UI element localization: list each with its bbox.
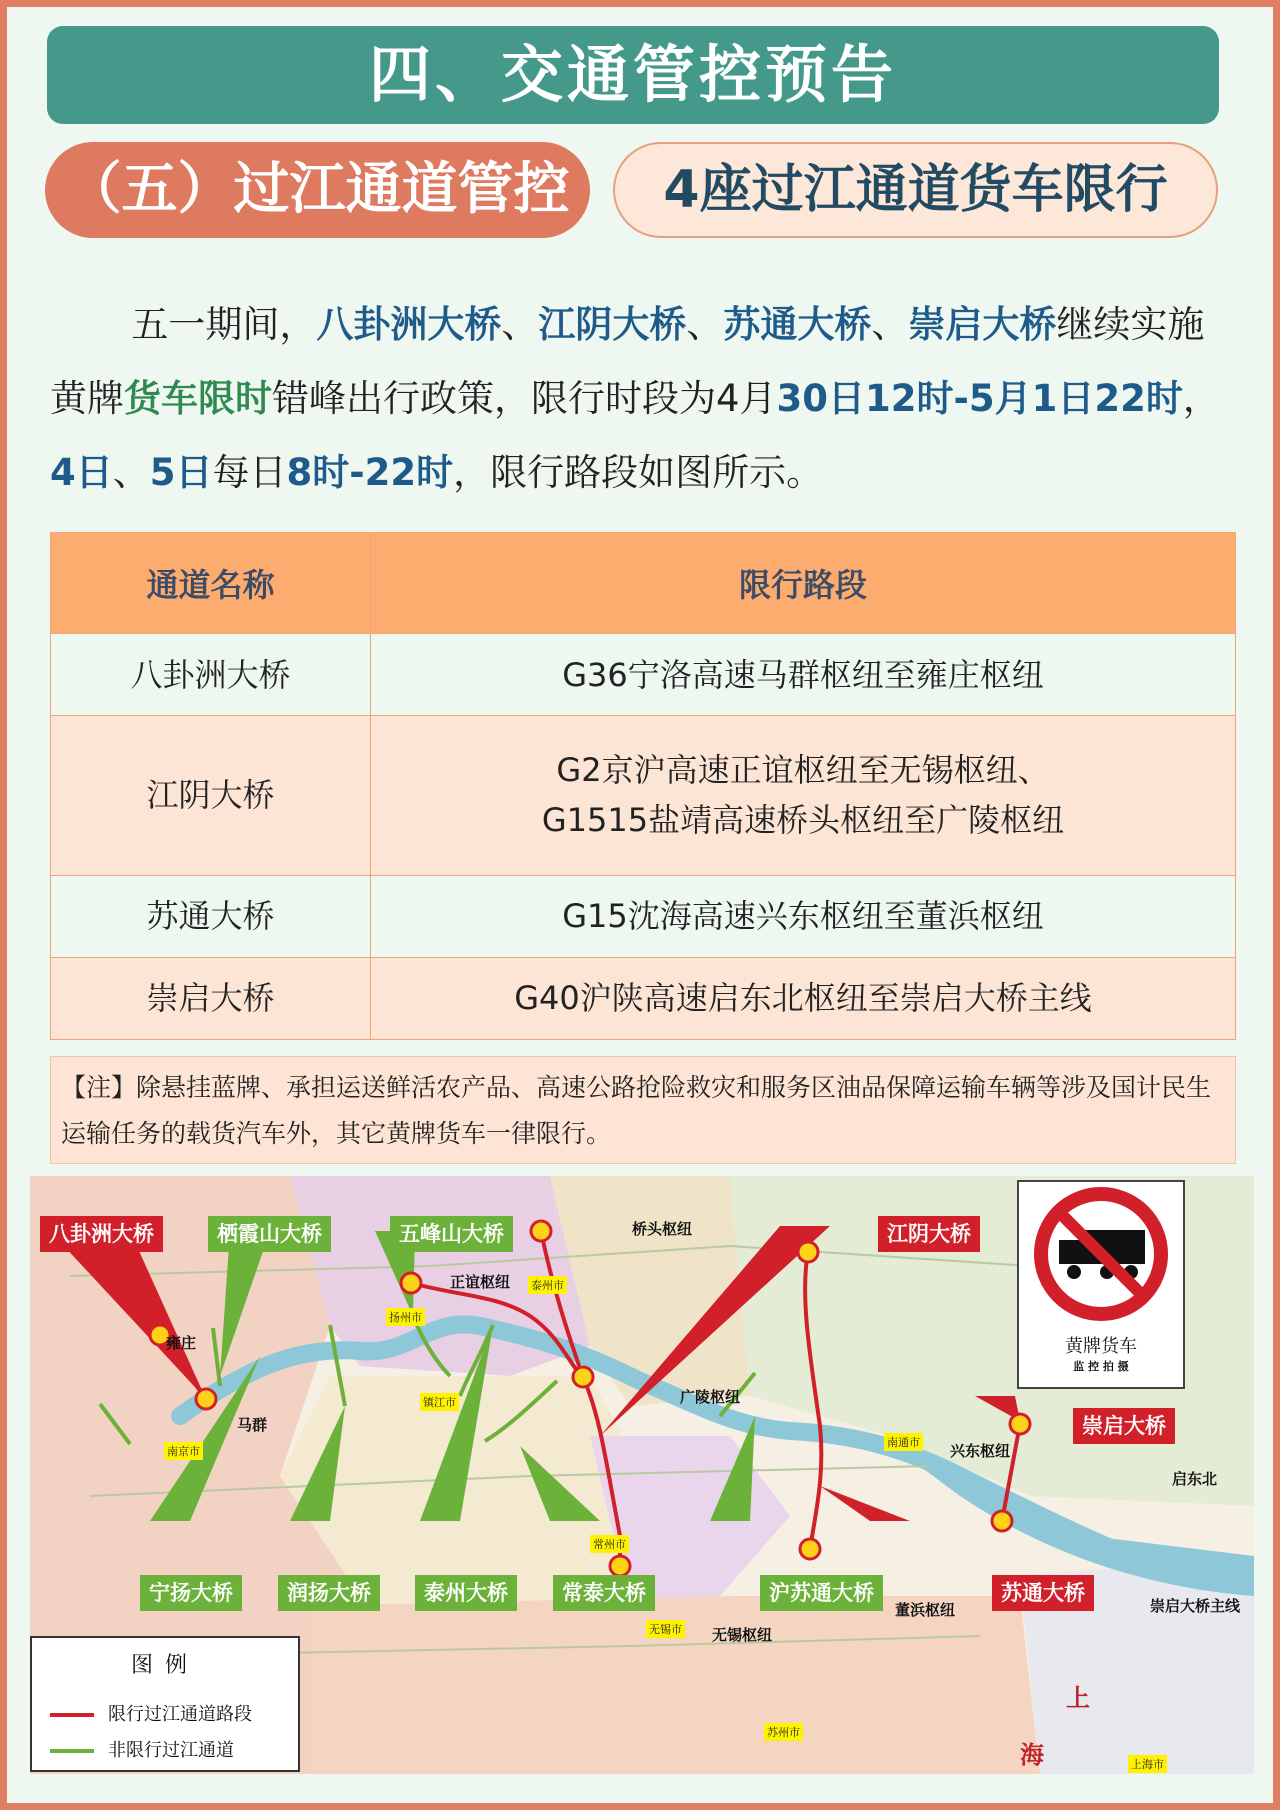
sea-label: 上 [1066, 1684, 1090, 1712]
node-label-dongbin: 董浜枢纽 [895, 1601, 956, 1619]
intro-text: 五一期间， [131, 303, 317, 346]
route-cell [371, 957, 1236, 1039]
hub-node [610, 1556, 630, 1576]
time-highlight: 5日 [149, 451, 213, 494]
legend-label: 限行过江通道路段 [108, 1704, 252, 1725]
sign-label: 黄牌货车 [1065, 1336, 1137, 1357]
sign-sublabel: 监 控 拍 摄 [1073, 1360, 1129, 1373]
route-line: G15沈海高速兴东枢纽至董浜枢纽 [562, 897, 1044, 936]
callout-jiangyin: 江阴大桥 [878, 1216, 980, 1252]
city-label: 常州市 [590, 1535, 629, 1553]
node-label-xingdong: 兴东枢纽 [950, 1442, 1011, 1460]
legend-item-unrestricted [50, 1736, 234, 1762]
callout-changtai: 常泰大桥 [553, 1575, 655, 1611]
route-line: G1515盐靖高速桥头枢纽至广陵枢纽 [541, 801, 1065, 840]
note-box: 【注】除悬挂蓝牌、承担运送鲜活农产品、高速公路抢险救灾和服务区油品保障运输车辆等涉及国计民生运输任务的载货汽车外，其它黄牌货车一律限行。 [50, 1056, 1236, 1164]
callout-taizhou: 泰州大桥 [415, 1575, 517, 1611]
callout-pointer [820, 1486, 910, 1521]
node-label-maqun: 马群 [237, 1416, 268, 1434]
table-row [51, 875, 1236, 957]
legend-item-restricted [50, 1700, 252, 1726]
table-row [51, 957, 1236, 1039]
node-label-qidongbei: 启东北 [1172, 1470, 1218, 1488]
bridge-name-cell: 崇启大桥 [51, 957, 371, 1039]
bridge-name: 八卦洲大桥 [316, 303, 502, 346]
intro-text: ， [1182, 377, 1220, 420]
callout-chongqi: 崇启大桥 [1073, 1408, 1175, 1444]
callout-hustong: 沪苏通大桥 [760, 1575, 883, 1611]
route-line: G36宁洛高速马群枢纽至雍庄枢纽 [562, 655, 1044, 694]
city-label: 扬州市 [386, 1308, 425, 1326]
bridge-name: 崇启大桥 [908, 303, 1057, 346]
hub-node [531, 1221, 551, 1241]
restriction-table [50, 532, 1236, 1040]
column-header: 限行路段 [371, 533, 1236, 634]
section-subtitle: 4座过江通道货车限行 [613, 142, 1218, 238]
intro-text: 、 [112, 451, 150, 494]
city-label: 苏州市 [764, 1723, 803, 1741]
bridge-name-cell: 江阴大桥 [51, 716, 371, 876]
city-label: 上海市 [1128, 1755, 1167, 1773]
separator: 、 [871, 303, 909, 346]
column-header: 通道名称 [51, 533, 371, 634]
bridge-name: 苏通大桥 [723, 303, 872, 346]
node-label-qiaotou: 桥头枢纽 [632, 1220, 693, 1238]
callout-wufengshan: 五峰山大桥 [390, 1216, 513, 1252]
table-header-row [51, 533, 1236, 634]
callout-sutong: 苏通大桥 [992, 1575, 1094, 1611]
legend-label: 非限行过江通道 [108, 1740, 234, 1761]
intro-text: ，限行路段如图所示。 [453, 451, 824, 494]
city-label: 无锡市 [646, 1620, 685, 1638]
intro-paragraph [50, 288, 1230, 510]
callout-qixiashan: 栖霞山大桥 [208, 1216, 331, 1252]
intro-text: 每日 [212, 451, 287, 494]
hub-node [401, 1273, 421, 1293]
city-label: 镇江市 [420, 1393, 459, 1411]
bridge-name-cell: 苏通大桥 [51, 875, 371, 957]
city-label: 南京市 [164, 1442, 203, 1460]
separator: 、 [501, 303, 539, 346]
intro-text: 错峰出行政策，限行时段为4月 [272, 377, 777, 420]
no-trucks-icon [1019, 1182, 1183, 1322]
node-label-zhengyi: 正谊枢纽 [450, 1273, 511, 1291]
route-cell [371, 634, 1236, 716]
legend-title: 图例 [130, 1653, 199, 1678]
no-trucks-sign [1017, 1180, 1185, 1389]
node-label-guangling: 广陵枢纽 [680, 1388, 741, 1406]
table-row [51, 634, 1236, 716]
map-legend [30, 1636, 300, 1772]
section-title: （五）过江通道管控 [45, 142, 590, 238]
time-highlight: 30日12时-5月1日22时 [776, 377, 1183, 420]
table-row [51, 716, 1236, 876]
intro-text: 继续实施黄牌 [50, 303, 1205, 420]
city-label: 南通市 [884, 1433, 923, 1451]
route-cell [371, 716, 1236, 876]
bridge-name: 江阴大桥 [538, 303, 687, 346]
route-line: G2京沪高速正谊枢纽至无锡枢纽、 [556, 751, 1050, 790]
hub-node [798, 1242, 818, 1262]
sea-label: 海 [1020, 1741, 1044, 1769]
route-cell [371, 875, 1236, 957]
callout-baguazhou: 八卦洲大桥 [40, 1216, 163, 1252]
city-label: 泰州市 [528, 1276, 567, 1294]
hub-node [800, 1539, 820, 1559]
hub-node [196, 1389, 216, 1409]
separator: 、 [686, 303, 724, 346]
hub-node [573, 1367, 593, 1387]
hub-node [1010, 1414, 1030, 1434]
callout-runyang: 润扬大桥 [278, 1575, 380, 1611]
route-line: G40沪陕高速启东北枢纽至崇启大桥主线 [514, 979, 1092, 1018]
bridge-name-cell: 八卦洲大桥 [51, 634, 371, 716]
time-highlight: 8时-22时 [286, 451, 454, 494]
node-label-chongqi-main: 崇启大桥主线 [1150, 1597, 1241, 1615]
callout-ningyang: 宁扬大桥 [140, 1575, 242, 1611]
time-highlight: 4日 [50, 451, 113, 494]
legend-swatch [50, 1713, 94, 1717]
node-label-wuxi: 无锡枢纽 [712, 1626, 773, 1644]
legend-swatch [50, 1749, 94, 1753]
page-title: 四、交通管控预告 [47, 26, 1219, 124]
hub-node [992, 1511, 1012, 1531]
policy-highlight: 货车限时 [124, 377, 272, 420]
node-label-yongzhuang: 雍庄 [166, 1334, 197, 1352]
